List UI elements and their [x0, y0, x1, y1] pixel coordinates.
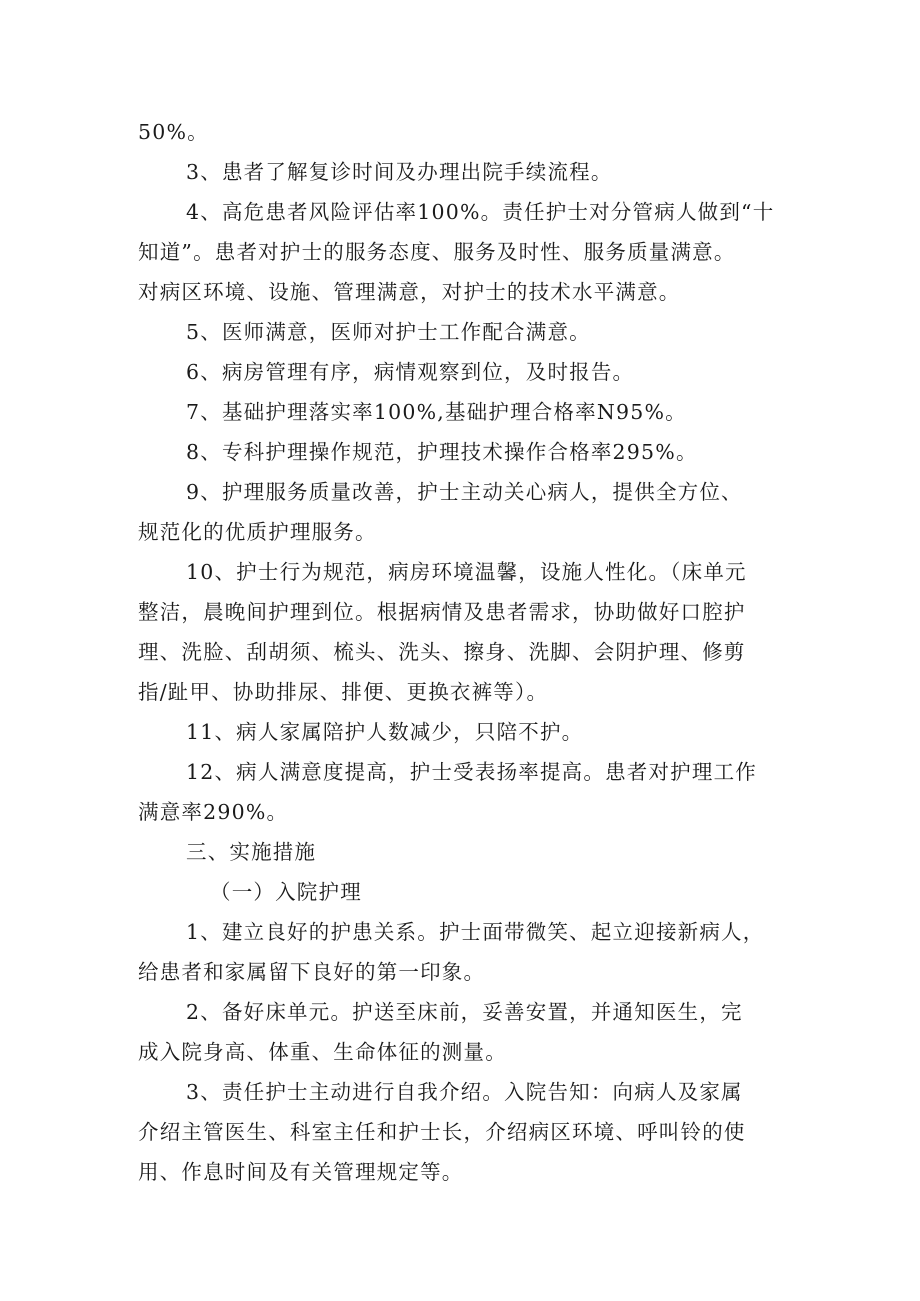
text-line: 4、高危患者风险评估率100%。责任护士对分管病人做到“十 [186, 200, 775, 224]
text-line: 知道”。患者对护士的服务态度、服务及时性、服务质量满意。 [138, 240, 736, 264]
text-line: 12、病人满意度提高，护士受表扬率提高。患者对护理工作 [186, 760, 757, 784]
text-line: 50%。 [138, 120, 209, 144]
text-line: 指/趾甲、协助排尿、排便、更换衣裤等）。 [138, 680, 549, 704]
text-line: 用、作息时间及有关管理规定等。 [138, 1160, 464, 1184]
text-line: 整洁，晨晚间护理到位。根据病情及患者需求，协助做好口腔护 [138, 600, 746, 624]
text-line: 介绍主管医生、科室主任和护士长，介绍病区环境、呼叫铃的使 [138, 1120, 746, 1144]
text-line: 3、责任护士主动进行自我介绍。入院告知：向病人及家属 [186, 1080, 743, 1104]
text-line: 2、备好床单元。护送至床前，妥善安置，并通知医生，完 [186, 1000, 743, 1024]
text-line: 8、专科护理操作规范，护理技术操作合格率295%。 [186, 440, 698, 464]
text-line: 1、建立良好的护患关系。护士面带微笑、起立迎接新病人， [186, 920, 765, 944]
text-line: 成入院身高、体重、生命体征的测量。 [138, 1040, 507, 1064]
text-line: 7、基础护理落实率100%,基础护理合格率N95%。 [186, 400, 687, 424]
text-line: 6、病房管理有序，病情观察到位，及时报告。 [186, 360, 635, 384]
text-line: 11、病人家属陪护人数减少，只陪不护。 [186, 720, 584, 744]
text-line: 10、护士行为规范，病房环境温馨，设施人性化。（床单元 [186, 560, 747, 584]
subsection-heading: （一）入院护理 [210, 880, 362, 904]
text-line: 9、护理服务质量改善，护士主动关心病人，提供全方位、 [186, 480, 743, 504]
text-line: 满意率290%。 [138, 800, 289, 824]
text-line: 理、洗脸、刮胡须、梳头、洗头、擦身、洗脚、会阴护理、修剪 [138, 640, 746, 664]
text-line: 规范化的优质护理服务。 [138, 520, 377, 544]
section-heading: 三、实施措施 [186, 840, 317, 864]
text-line: 对病区环境、设施、管理满意，对护士的技术水平满意。 [138, 280, 681, 304]
text-line: 3、患者了解复诊时间及办理出院手续流程。 [186, 160, 613, 184]
text-line: 给患者和家属留下良好的第一印象。 [138, 960, 486, 984]
text-line: 5、医师满意，医师对护士工作配合满意。 [186, 320, 591, 344]
